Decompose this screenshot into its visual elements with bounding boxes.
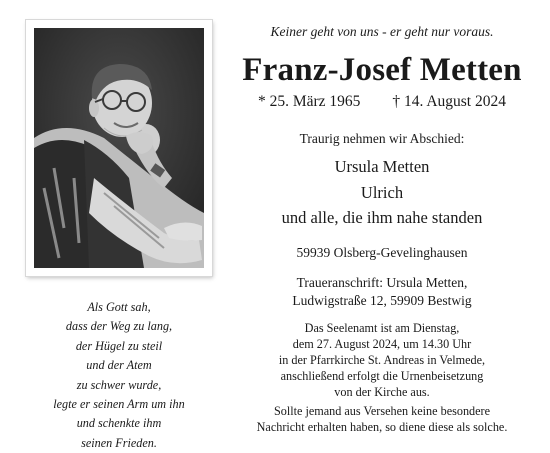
mourning-address (222, 274, 542, 310)
life-dates (222, 93, 542, 111)
address-line: Ludwigstraße 12, 59909 Bestwig (292, 293, 472, 308)
memorial-poem (26, 298, 212, 453)
poem-line: der Hügel zu steil (75, 338, 163, 353)
note-line: Nachricht erhalten haben, so diene diese als solche. (256, 420, 508, 434)
mourners-list (222, 154, 542, 231)
poem-line: legte er seinen Arm um ihn (53, 397, 185, 412)
portrait-image (34, 28, 204, 268)
poem-line: zu schwer wurde, (76, 377, 162, 392)
farewell-intro: Traurig nehmen wir Abschied: (299, 131, 465, 146)
death-date: † 14. August 2024 (392, 93, 506, 110)
poem-line: und schenkte ihm (76, 416, 162, 431)
poem-line: dass der Weg zu lang, (65, 319, 173, 334)
note-line: Sollte jemand aus Versehen keine besondere (273, 404, 491, 418)
motto: Keiner geht von uns - er geht nur voraus. (270, 24, 494, 39)
deceased-name: Franz-Josef Metten (242, 52, 522, 88)
service-details (222, 320, 542, 400)
service-line: dem 27. August 2024, um 14.30 Uhr (292, 337, 472, 351)
portrait-photo-frame (26, 20, 212, 276)
poem-line: Als Gott sah, (87, 300, 151, 314)
hometown: 59939 Olsberg-Gevelinghausen (296, 245, 468, 260)
service-line: von der Kirche aus. (334, 385, 430, 399)
poem-line: und der Atem (86, 358, 152, 373)
portrait-photo (34, 28, 204, 268)
service-line: anschließend erfolgt die Urnenbeisetzung (280, 369, 484, 383)
birth-date: * 25. März 1965 (257, 93, 361, 110)
mourner-name: Ulrich (360, 182, 404, 202)
service-line: in der Pfarrkirche St. Andreas in Velmede, (278, 353, 486, 367)
poem-line: seinen Frieden. (81, 435, 157, 450)
mourner-name: Ursula Metten (334, 157, 430, 176)
service-line: Das Seelenamt ist am Dienstag, (304, 321, 460, 335)
notice-note (222, 403, 542, 435)
address-line: Traueranschrift: Ursula Metten, (296, 275, 468, 290)
mourner-name: und alle, die ihm nahe standen (281, 208, 483, 227)
